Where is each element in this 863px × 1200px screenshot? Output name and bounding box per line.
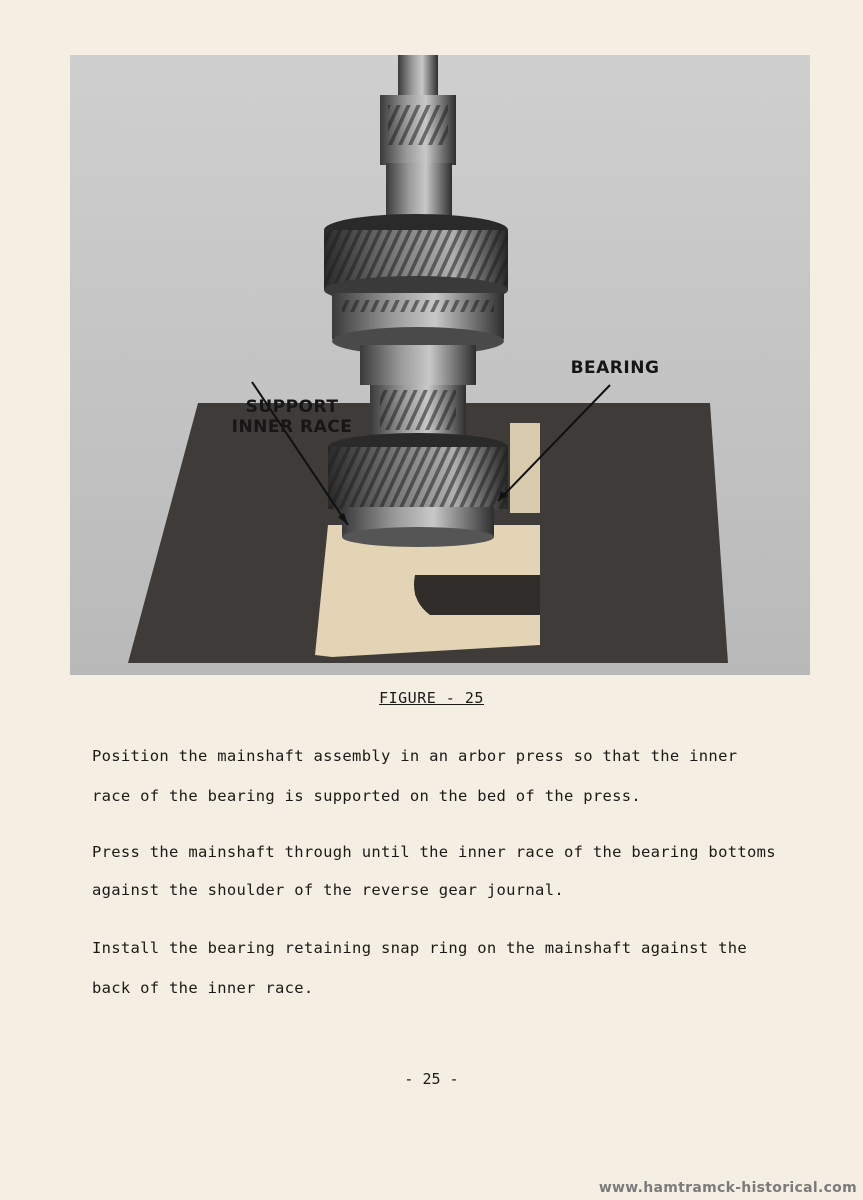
- support-block-rear: [510, 423, 540, 513]
- support-label-line1: SUPPORT: [245, 397, 339, 417]
- paragraph-line: Install the bearing retaining snap ring on the mainshaft against the: [92, 939, 747, 957]
- paragraph-line: against the shoulder of the reverse gear journal.: [92, 881, 564, 899]
- bearing-label: BEARING: [570, 358, 660, 378]
- paragraph-line: Position the mainshaft assembly in an arbor press so that the inner: [92, 747, 738, 765]
- paragraph-install: [92, 928, 792, 1008]
- watermark-url: www.hamtramck-historical.com: [598, 1180, 857, 1196]
- page-number: - 25 -: [404, 1070, 459, 1088]
- paragraph-line: back of the inner race.: [92, 979, 314, 997]
- paragraph-position: [92, 736, 792, 816]
- support-inner-race-label: [227, 397, 357, 437]
- figure-caption: FIGURE - 25: [379, 689, 484, 707]
- paragraph-press: [92, 833, 792, 909]
- support-label-line2: INNER RACE: [231, 417, 353, 437]
- figure-photo: [70, 55, 810, 675]
- paragraph-line: Press the mainshaft through until the inner race of the bearing bottoms: [92, 843, 776, 861]
- gear-assembly-illustration: [70, 55, 810, 675]
- paragraph-line: race of the bearing is supported on the bed of the press.: [92, 787, 642, 805]
